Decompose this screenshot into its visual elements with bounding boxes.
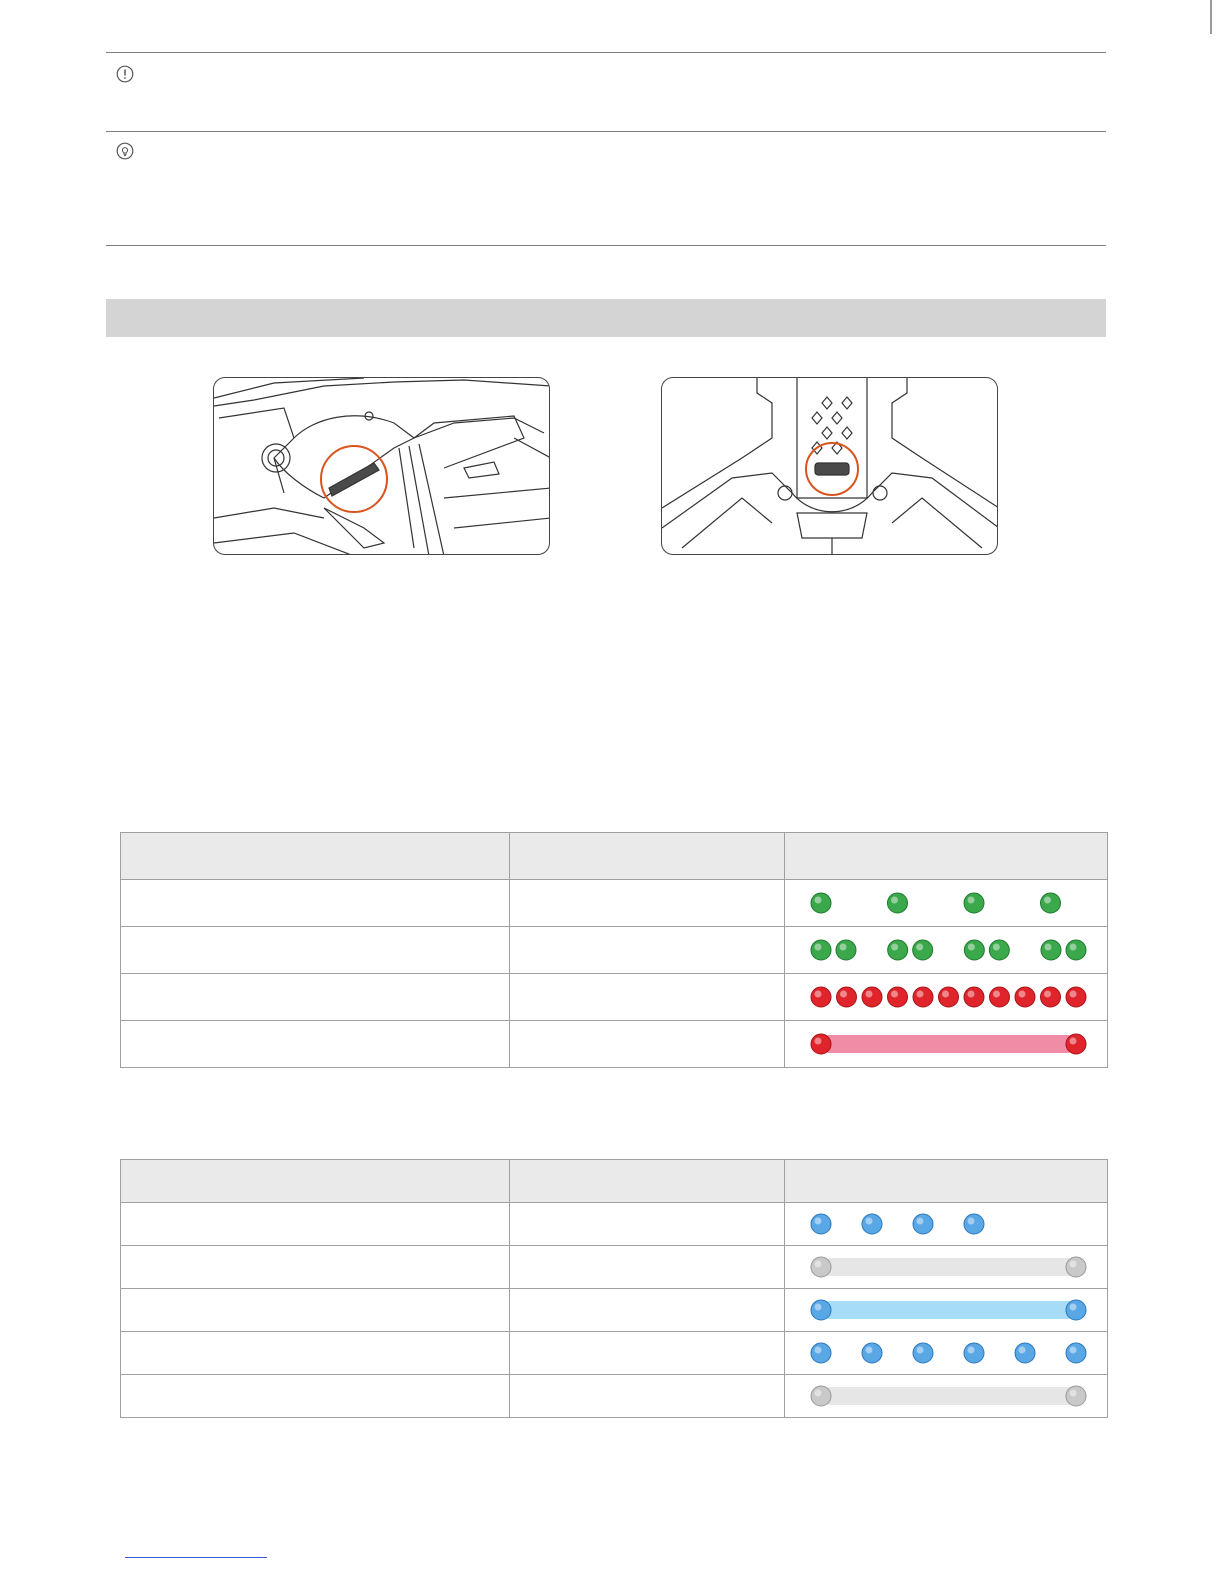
gray-led-dot — [1066, 1386, 1086, 1406]
red-led-dot — [913, 987, 933, 1007]
led-highlight — [815, 1038, 822, 1045]
led-highlight — [968, 897, 975, 904]
led-highlight — [1019, 1347, 1026, 1354]
led-highlight — [993, 944, 1000, 951]
red-led-dot — [837, 987, 857, 1007]
green-led-dot — [1041, 940, 1061, 960]
led-pattern-cell — [785, 927, 1108, 974]
table-row — [121, 974, 1108, 1021]
led-highlight — [1070, 944, 1077, 951]
table-row — [121, 1203, 1108, 1246]
note-divider-bottom — [106, 245, 1106, 246]
table-cell — [121, 927, 510, 974]
led-highlight — [866, 1218, 873, 1225]
table-cell — [121, 880, 510, 927]
table-cell — [510, 1289, 785, 1332]
led-highlight — [1070, 1347, 1077, 1354]
table-cell — [510, 1375, 785, 1418]
led-highlight — [891, 897, 898, 904]
led-highlight — [815, 944, 822, 951]
red-solid-bar — [821, 1035, 1076, 1053]
table-cell — [121, 1246, 510, 1289]
led-highlight — [866, 991, 873, 998]
table-header-row — [121, 1160, 1108, 1203]
led-highlight — [968, 991, 975, 998]
led-pattern-t2-r1 — [785, 1246, 1106, 1288]
led-highlight — [891, 944, 898, 951]
note-divider-middle — [106, 131, 1106, 132]
led-pattern-cell — [785, 880, 1108, 927]
page-edge-mark — [1210, 0, 1212, 34]
blue-led-dot — [811, 1214, 831, 1234]
table-cell — [121, 1021, 510, 1068]
led-status-table-1 — [120, 832, 1108, 1068]
led-highlight — [815, 1261, 822, 1268]
red-led-dot — [990, 987, 1010, 1007]
led-pattern-t1-r1 — [785, 927, 1106, 973]
led-highlight — [815, 1218, 822, 1225]
led-highlight — [968, 944, 975, 951]
table-row — [121, 1332, 1108, 1375]
led-highlight — [916, 944, 923, 951]
green-led-dot — [1041, 893, 1061, 913]
table-header-cell — [785, 1160, 1108, 1203]
led-highlight — [815, 897, 822, 904]
section-heading-bar — [106, 299, 1106, 337]
blue-led-dot — [862, 1343, 882, 1363]
aircraft-side-port-illustration — [213, 377, 550, 555]
blue-led-dot — [964, 1214, 984, 1234]
table-header-cell — [510, 833, 785, 880]
blue-led-dot — [964, 1343, 984, 1363]
green-led-dot — [964, 940, 984, 960]
led-pattern-t2-r2 — [785, 1289, 1106, 1331]
green-led-dot — [888, 940, 908, 960]
led-highlight — [840, 944, 847, 951]
green-led-dot — [1066, 940, 1086, 960]
gray-solid-bar — [821, 1387, 1076, 1405]
table-header-row — [121, 833, 1108, 880]
green-led-dot — [888, 893, 908, 913]
table-row — [121, 1246, 1108, 1289]
gray-led-dot — [811, 1386, 831, 1406]
led-highlight — [1044, 897, 1051, 904]
blue-led-dot — [913, 1343, 933, 1363]
blue-led-dot — [1066, 1300, 1086, 1320]
led-pattern-cell — [785, 1021, 1108, 1068]
table-cell — [121, 1332, 510, 1375]
tip-icon — [116, 142, 134, 160]
blue-led-dot — [811, 1300, 831, 1320]
table-row — [121, 1021, 1108, 1068]
led-highlight — [942, 991, 949, 998]
green-led-dot — [913, 940, 933, 960]
green-led-dot — [811, 940, 831, 960]
red-led-dot — [964, 987, 984, 1007]
led-highlight — [968, 1218, 975, 1225]
led-pattern-t2-r3 — [785, 1332, 1106, 1374]
led-highlight — [968, 1347, 975, 1354]
green-led-dot — [811, 893, 831, 913]
table-header-cell — [510, 1160, 785, 1203]
led-pattern-t1-r2 — [785, 974, 1106, 1020]
led-highlight — [1045, 944, 1052, 951]
led-highlight — [1019, 991, 1026, 998]
led-highlight — [993, 991, 1000, 998]
table-cell — [510, 1332, 785, 1375]
led-highlight — [815, 1304, 822, 1311]
table-row — [121, 1289, 1108, 1332]
led-pattern-t1-r3 — [785, 1021, 1106, 1067]
led-highlight — [1070, 1038, 1077, 1045]
gray-led-dot — [1066, 1257, 1086, 1277]
red-led-dot — [1066, 1034, 1086, 1054]
gray-led-dot — [811, 1257, 831, 1277]
led-highlight — [891, 991, 898, 998]
blue-led-dot — [1066, 1343, 1086, 1363]
blue-led-dot — [862, 1214, 882, 1234]
led-pattern-t1-r0 — [785, 880, 1106, 926]
led-highlight — [917, 1347, 924, 1354]
table-row — [121, 927, 1108, 974]
led-pattern-cell — [785, 1246, 1108, 1289]
green-led-dot — [836, 940, 856, 960]
red-led-dot — [811, 987, 831, 1007]
led-highlight — [1070, 1261, 1077, 1268]
led-highlight — [917, 1218, 924, 1225]
red-led-dot — [1015, 987, 1035, 1007]
table-row — [121, 880, 1108, 927]
table-cell — [510, 974, 785, 1021]
table-header-cell — [785, 833, 1108, 880]
led-pattern-cell — [785, 1203, 1108, 1246]
note-divider-top — [106, 52, 1106, 53]
table-header-cell — [121, 1160, 510, 1203]
led-highlight — [917, 991, 924, 998]
table-cell — [121, 1375, 510, 1418]
blue-solid-bar — [821, 1301, 1076, 1319]
led-pattern-t2-r0 — [785, 1203, 1106, 1245]
red-led-dot — [811, 1034, 831, 1054]
led-pattern-t2-r4 — [785, 1375, 1106, 1417]
table-cell — [510, 927, 785, 974]
led-highlight — [815, 1390, 822, 1397]
blue-led-dot — [913, 1214, 933, 1234]
led-highlight — [840, 991, 847, 998]
led-highlight — [815, 991, 822, 998]
red-led-dot — [862, 987, 882, 1007]
table-header-cell — [121, 833, 510, 880]
led-highlight — [1070, 991, 1077, 998]
table-cell — [510, 1021, 785, 1068]
footer-link-underline[interactable] — [125, 1557, 267, 1558]
gray-solid-bar — [821, 1258, 1076, 1276]
led-pattern-cell — [785, 1332, 1108, 1375]
table-cell — [121, 974, 510, 1021]
red-led-dot — [1066, 987, 1086, 1007]
red-led-dot — [1041, 987, 1061, 1007]
led-highlight — [1070, 1304, 1077, 1311]
table-cell — [510, 1203, 785, 1246]
led-status-table-2 — [120, 1159, 1108, 1418]
led-pattern-cell — [785, 1289, 1108, 1332]
table-cell — [121, 1289, 510, 1332]
red-led-dot — [939, 987, 959, 1007]
aircraft-bottom-port-illustration — [661, 377, 998, 555]
table-cell — [510, 1246, 785, 1289]
table-cell — [510, 880, 785, 927]
blue-led-dot — [811, 1343, 831, 1363]
led-pattern-cell — [785, 1375, 1108, 1418]
caution-icon — [116, 65, 134, 83]
led-highlight — [815, 1347, 822, 1354]
led-pattern-cell — [785, 974, 1108, 1021]
led-highlight — [1070, 1390, 1077, 1397]
table-row — [121, 1375, 1108, 1418]
led-highlight — [866, 1347, 873, 1354]
red-led-dot — [888, 987, 908, 1007]
green-led-dot — [964, 893, 984, 913]
led-highlight — [1044, 991, 1051, 998]
table-cell — [121, 1203, 510, 1246]
blue-led-dot — [1015, 1343, 1035, 1363]
green-led-dot — [989, 940, 1009, 960]
